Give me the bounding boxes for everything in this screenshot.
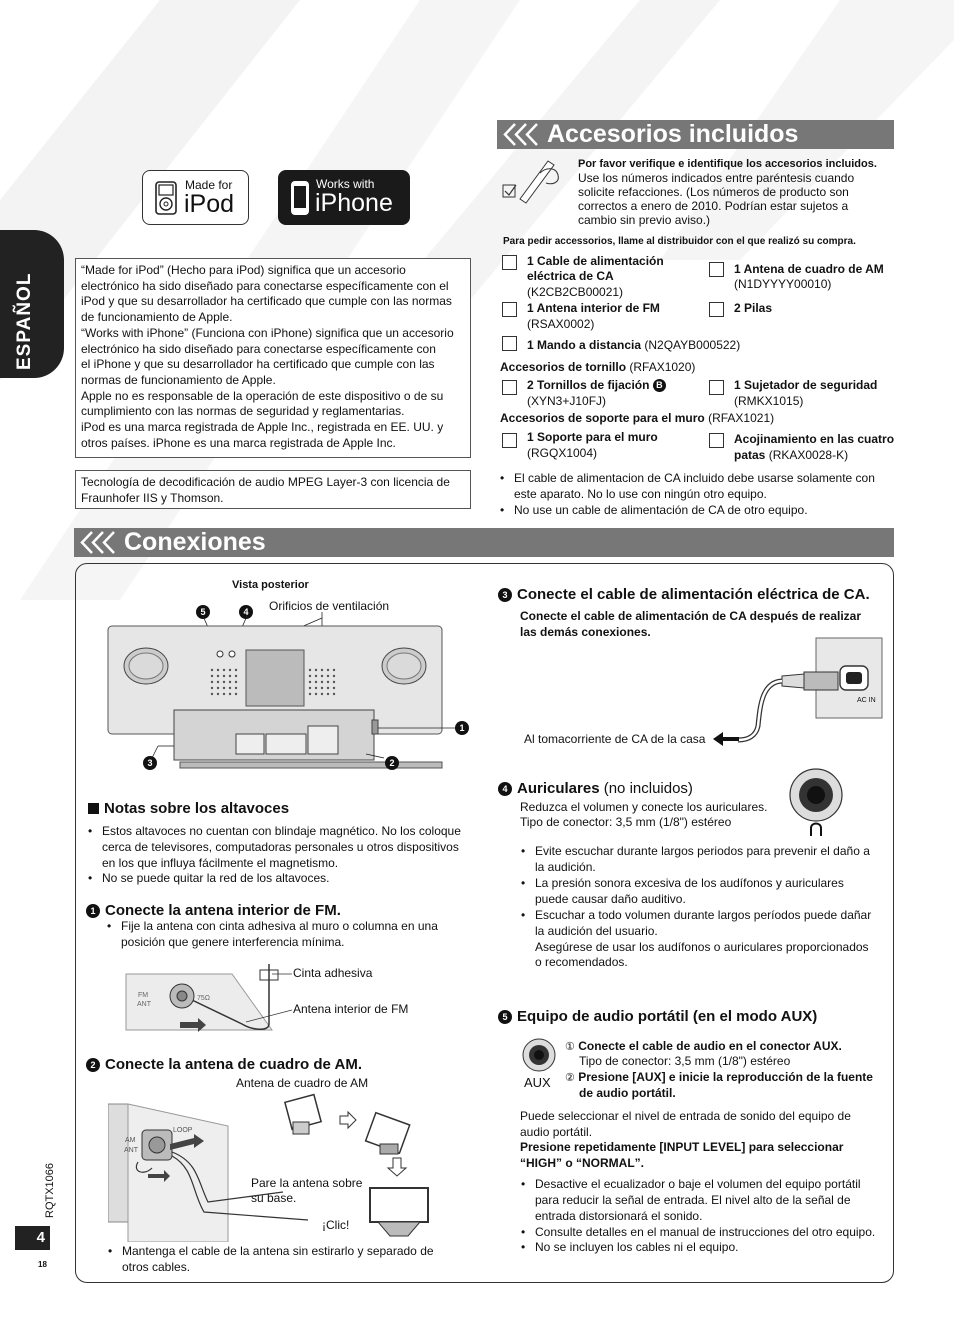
- works-with-iphone-logo: [278, 170, 410, 225]
- screw-accessories-code: (RFAX1020): [629, 360, 696, 374]
- callout-1: 1: [455, 721, 469, 735]
- am-jack-label-1: AM: [125, 1137, 136, 1144]
- mpeg-notice-line-1: Tecnología de decodificación de audio MPEG Layer-3 con licencia de: [81, 475, 450, 489]
- screw-accessories-head: Accesorios de tornillo: [500, 360, 627, 374]
- accessories-intro-3: correctos a enero de 2010. Podrían estar sujetos a: [578, 199, 849, 213]
- apple-notice-line: electrónico ha sido diseñado para conectarse específicamente con: [81, 341, 436, 356]
- wall-accessories-code: (RFAX1021): [708, 411, 775, 425]
- item-wall-bracket: 1 Soporte para el muro: [527, 430, 658, 444]
- aux-step-2-sub: de audio portátil.: [579, 1086, 676, 1100]
- checkbox-safety-holder[interactable]: [709, 380, 724, 395]
- ipod-logo-main: iPod: [184, 190, 235, 218]
- item-ac-cable-2: eléctrica de CA: [527, 269, 614, 283]
- aux-label: AUX: [524, 1075, 551, 1090]
- item-safety-holder-code: (RMKX1015): [734, 394, 804, 408]
- apple-notice-line: electrónico ha sido diseñado para conectarse específicamente con el: [81, 278, 449, 293]
- arrow-left-icon: [713, 732, 739, 746]
- item-am-antenna: 1 Antena de cuadro de AM: [734, 262, 884, 276]
- aux-level-note-2: audio portátil.: [520, 1125, 593, 1139]
- apple-notice-line: iPod y que su desarrollador ha certificado que cumple con las normas: [81, 294, 452, 309]
- fm-tape-label: Cinta adhesiva: [293, 966, 373, 980]
- aux-bullet-1: • Desactive el ecualizador o baje el volumen del equipo portátil para reducir la señal de entrada. El nivel alto de la señal de entrada distorsionará el sonido.: [535, 1177, 861, 1224]
- apple-notice-line: normas de funcionamiento de Apple.: [81, 372, 276, 387]
- aux-level-note-1: Puede seleccionar el nivel de entrada de sonido del equipo de: [520, 1109, 851, 1123]
- headphones-heading: 4 Auriculares (no incluidos): [498, 780, 693, 797]
- headphones-note-2: Tipo de conector: 3,5 mm (1/8") estéreo: [520, 815, 732, 829]
- checkbox-am-antenna[interactable]: [709, 262, 724, 277]
- ac-note-1-bold: Conecte el cable de alimentación de CA después de realizar: [520, 609, 862, 623]
- callout-2: 2: [385, 756, 399, 770]
- ac-note-1: • El cable de alimentacion de CA incluido debe usarse solamente con este aparato. No lo use con ningún otro equipo.: [514, 471, 875, 503]
- item-am-antenna-code: (N1DYYYY00010): [734, 277, 832, 291]
- aux-level-instruction-1: Presione repetidamente [INPUT LEVEL] para seleccionar: [520, 1140, 844, 1154]
- fm-ohm-label: 75Ω: [197, 995, 211, 1002]
- accessories-header: [497, 120, 894, 149]
- checkbox-batteries[interactable]: [709, 302, 724, 317]
- apple-notice-line: el iPhone y que su desarrollador ha certificado que cumple con las: [81, 357, 435, 372]
- checkbox-screws[interactable]: [502, 380, 517, 395]
- model-number: RQTX1066: [44, 1162, 56, 1218]
- item-remote: 1 Mando a distancia: [527, 338, 642, 352]
- rear-view-label: Vista posterior: [232, 579, 309, 591]
- accessories-intro-2: solicite refacciones. (Los números de producto son: [578, 185, 849, 199]
- aux-bullet-3: • No se incluyen los cables ni el equipo.: [535, 1240, 738, 1256]
- aux-step-1: Conecte el cable de audio en el conector AUX.: [578, 1039, 842, 1053]
- ac-heading: 3 Conecte el cable de alimentación eléctrica de CA.: [498, 586, 870, 603]
- callout-4: 4: [239, 605, 253, 619]
- fm-antenna-label: Antena interior de FM: [293, 1002, 409, 1016]
- callout-3: 3: [143, 756, 157, 770]
- accessories-title: Accesorios incluidos: [547, 120, 799, 148]
- apple-notice-line: “Works with iPhone” (Funciona con iPhone) significa que un accesorio: [81, 325, 454, 340]
- apple-notice-line: “Made for iPod” (Hecho para iPod) significa que un accesorio: [81, 263, 406, 277]
- ipod-icon: [155, 181, 177, 215]
- wall-accessories-head: Accesorios de soporte para el muro: [500, 411, 705, 425]
- item-foot-cushions: Acojinamiento en las cuatro: [734, 432, 895, 446]
- fm-jack-label-2: ANT: [137, 1001, 151, 1008]
- mpeg-notice-line-2: Fraunhofer IIS y Thomson.: [81, 491, 224, 505]
- iphone-logo-top: Works with: [316, 177, 375, 191]
- item-wall-bracket-code: (RGQX1004): [527, 446, 598, 460]
- item-batteries: 2 Pilas: [734, 301, 773, 315]
- item-safety-holder: 1 Sujetador de seguridad: [734, 378, 878, 392]
- am-stand-label-1: Pare la antena sobre: [251, 1176, 363, 1190]
- checkbox-wall-bracket[interactable]: [502, 433, 517, 448]
- callout-5: 5: [196, 605, 210, 619]
- aux-bullet-2: • Consulte detalles en el manual de instrucciones del otro equipo.: [535, 1225, 875, 1241]
- connections-title: Conexiones: [124, 528, 266, 556]
- am-stand-label-2: su base.: [251, 1191, 297, 1205]
- badge-b: B: [653, 379, 666, 392]
- checkbox-remote[interactable]: [502, 336, 517, 351]
- item-ac-cable-code: (K2CB2CB00021): [527, 285, 624, 299]
- chevron-left-icon: [501, 122, 541, 147]
- iphone-icon: [290, 180, 310, 216]
- checkbox-foot-cushions[interactable]: [709, 433, 724, 448]
- ac-note-2: • No use un cable de alimentación de CA de otro equipo.: [514, 503, 808, 519]
- aux-step-1-sub: Tipo de conector: 3,5 mm (1/8") estéreo: [579, 1054, 791, 1068]
- fm-jack-label-1: FM: [138, 992, 149, 999]
- item-fm-antenna-code: (RSAX0002): [527, 317, 595, 331]
- connections-header: [74, 528, 894, 557]
- aux-level-instruction-2: “HIGH” o “NORMAL”.: [520, 1156, 644, 1170]
- headphones-bullet-3: • Escuchar a todo volumen durante largos períodos puede dañar la audición del usuario. Asegúrese de usar los audífonos o auriculares proporcionados o recomendados.: [535, 908, 871, 971]
- ac-outlet-label: Al tomacorriente de CA de la casa: [524, 732, 706, 746]
- rear-panel-illustration: [100, 612, 480, 782]
- fm-heading: 1 Conecte la antena interior de FM.: [86, 902, 341, 919]
- am-antenna-illustration: [108, 1092, 438, 1242]
- am-antenna-label: Antena de cuadro de AM: [236, 1076, 369, 1090]
- aux-jack-icon: [522, 1038, 556, 1072]
- item-foot-cushions-code: (RKAX0028-K): [768, 448, 849, 462]
- item-screws-code: (XYN3+J10FJ): [527, 394, 607, 408]
- headphones-note-1: Reduzca el volumen y conecte los auriculares.: [520, 800, 768, 814]
- ac-note-2-bold: las demás conexiones.: [520, 625, 651, 639]
- accessories-intro-bold: Por favor verifique e identifique los accesorios incluidos.: [578, 158, 877, 170]
- am-jack-label-2: ANT: [124, 1147, 138, 1154]
- am-note: • Mantenga el cable de la antena sin estirarlo y separado de otros cables.: [122, 1244, 434, 1276]
- ac-in-label: AC IN: [857, 697, 876, 704]
- item-remote-code: (N2QAYB000522): [644, 338, 741, 352]
- checkbox-ac-cable[interactable]: [502, 255, 517, 270]
- apple-notice-line: Apple no es responsable de la operación de este dispositivo o de su: [81, 388, 444, 403]
- accessories-intro-1: Use los números indicados entre paréntesis cuando: [578, 171, 855, 185]
- fm-note: • Fije la antena con cinta adhesiva al muro o columna en una posición que genere interferencia mínima.: [121, 919, 438, 951]
- headphones-bullet-2: • La presión sonora excesiva de los audífonos y auriculares puede causar daño auditivo.: [535, 876, 844, 908]
- apple-notice-line: iPod es una marca registrada de Apple Inc., registrada en EE. UU. y: [81, 420, 444, 434]
- speakers-heading: Notas sobre los altavoces: [88, 800, 289, 817]
- made-for-ipod-logo: [142, 170, 249, 225]
- square-bullet-icon: [88, 803, 99, 814]
- item-ac-cable: 1 Cable de alimentación: [527, 254, 664, 268]
- ipod-logo-top: Made for: [185, 178, 233, 192]
- speaker-note-1: • Estos altavoces no cuentan con blindaje magnético. No los coloque cerca de televisores, computadoras personales u otros dispositivos en los que influya fácilmente el magnetismo.: [102, 824, 461, 871]
- language-tab-label: ESPAÑOL: [14, 272, 35, 370]
- page-number: 4: [15, 1226, 50, 1250]
- aux-step-2: Presione [AUX] e inicie la reproducción de la fuente: [578, 1070, 873, 1084]
- item-screws: 2 Tornillos de fijación: [527, 378, 650, 392]
- sub-page-number: 18: [38, 1260, 47, 1269]
- item-foot-cushions-2: patas: [734, 448, 766, 462]
- item-fm-antenna: 1 Antena interior de FM: [527, 301, 660, 315]
- headphones-bullet-1: • Evite escuchar durante largos periodos para prevenir el daño a la audición.: [535, 844, 870, 876]
- am-heading: 2 Conecte la antena de cuadro de AM.: [86, 1056, 362, 1073]
- checklist-pen-icon: [500, 155, 562, 207]
- speaker-note-2: • No se puede quitar la red de los altavoces.: [102, 871, 329, 887]
- aux-heading: 5 Equipo de audio portátil (en el modo AUX): [498, 1008, 817, 1025]
- checkbox-fm-antenna[interactable]: [502, 302, 517, 317]
- iphone-logo-main: iPhone: [315, 189, 393, 217]
- order-note: Para pedir accessorios, llame al distribuidor con el que realizó su compra.: [503, 236, 856, 247]
- apple-notice-line: cumplimiento con las normas de seguridad y reglamentarias.: [81, 404, 405, 419]
- vents-label: Orificios de ventilación: [269, 599, 390, 613]
- accessories-intro-4: cambio sin previo aviso.): [578, 213, 711, 227]
- apple-notice-line: de funcionamiento de Apple.: [81, 310, 233, 325]
- am-click-label: ¡Clic!: [322, 1218, 350, 1232]
- am-loop-label: LOOP: [173, 1127, 193, 1134]
- headphone-jack-icon: [787, 768, 845, 840]
- chevron-left-icon: [78, 530, 118, 555]
- apple-notice-line: otros países. iPhone es una marca registrada de Apple Inc.: [81, 435, 396, 450]
